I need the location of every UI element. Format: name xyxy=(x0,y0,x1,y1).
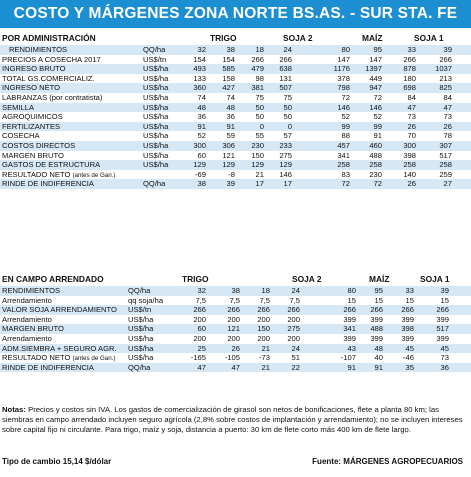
row-label: PRECIOS A COSECHA 2017 xyxy=(2,54,101,64)
table-cell: 638 xyxy=(279,64,292,74)
notes-label: Notas: xyxy=(2,405,26,414)
table-cell: 7,5 xyxy=(229,295,240,305)
row-unit: US$/ha xyxy=(143,160,169,170)
table-cell: 21 xyxy=(255,169,264,179)
table-cell: 449 xyxy=(369,73,382,83)
table-cell: 399 xyxy=(343,314,356,324)
table-cell: 133 xyxy=(193,73,206,83)
table-cell: 266 xyxy=(227,305,240,315)
table-cell: 129 xyxy=(279,160,292,170)
table-cell: 493 xyxy=(193,64,206,74)
row-label: SEMILLA xyxy=(2,102,35,112)
table-cell: -73 xyxy=(259,353,270,363)
table-row xyxy=(0,170,471,180)
table-cell: 129 xyxy=(193,160,206,170)
table-cell: 38 xyxy=(231,286,240,295)
table-cell: 341 xyxy=(343,324,356,334)
table-cell: 99 xyxy=(373,121,382,131)
administration-header xyxy=(0,32,471,45)
table-cell: 55 xyxy=(255,131,264,141)
table-cell: 517 xyxy=(436,324,449,334)
table-cell: 150 xyxy=(251,150,264,160)
table-cell: 43 xyxy=(347,343,356,353)
table-cell: 147 xyxy=(337,54,350,64)
table-cell: 48 xyxy=(226,102,235,112)
table-cell: 39 xyxy=(226,179,235,189)
table-cell: 233 xyxy=(279,140,292,150)
table-cell: 7,5 xyxy=(289,295,300,305)
table-cell: 26 xyxy=(407,179,416,189)
row-label: INGRESO BRUTO xyxy=(2,64,66,74)
table-cell: 26 xyxy=(443,121,452,131)
table-cell: 24 xyxy=(283,45,292,54)
table-cell: 266 xyxy=(279,54,292,64)
table-cell: 200 xyxy=(287,333,300,343)
row-label: RESULTADO NETO (antes de Gan.) xyxy=(2,353,116,363)
table-cell: 180 xyxy=(403,73,416,83)
table-cell: 83 xyxy=(341,169,350,179)
row-unit: QQ/ha xyxy=(143,179,166,189)
table-cell: 259 xyxy=(439,169,452,179)
crop-header-soja1: SOJA 1 xyxy=(420,274,450,284)
table-cell: 266 xyxy=(370,305,383,315)
table-cell: 22 xyxy=(291,362,300,372)
table-cell: 73 xyxy=(443,112,452,122)
table-cell: 266 xyxy=(257,305,270,315)
table-cell: 36 xyxy=(440,362,449,372)
table-cell: 35 xyxy=(405,362,414,372)
table-cell: 91 xyxy=(347,362,356,372)
row-unit: US$/ha xyxy=(143,131,169,141)
row-label: ADM.SIEMBRA + SEGURO AGR. xyxy=(2,343,117,353)
table-row xyxy=(0,344,471,354)
table-cell: 52 xyxy=(197,131,206,141)
table-row xyxy=(0,93,471,103)
table-row xyxy=(0,83,471,93)
table-cell: 60 xyxy=(197,150,206,160)
table-cell: 84 xyxy=(443,92,452,102)
table-row xyxy=(0,45,471,55)
row-unit: US$/ha xyxy=(143,64,169,74)
table-cell: 91 xyxy=(226,121,235,131)
table-cell: 47 xyxy=(197,362,206,372)
leased-field-table xyxy=(0,286,471,372)
table-row xyxy=(0,315,471,325)
table-cell: 95 xyxy=(373,45,382,54)
table-cell: 131 xyxy=(279,73,292,83)
row-label: AGROQUIMICOS xyxy=(2,112,63,122)
row-label: COSTOS DIRECTOS xyxy=(2,140,76,150)
table-cell: 266 xyxy=(287,305,300,315)
table-cell: 399 xyxy=(436,333,449,343)
table-cell: 258 xyxy=(403,160,416,170)
table-cell: 479 xyxy=(251,64,264,74)
table-cell: 1397 xyxy=(365,64,382,74)
table-cell: 17 xyxy=(255,179,264,189)
leased-field-header xyxy=(0,273,471,286)
table-cell: 15 xyxy=(347,295,356,305)
table-cell: 52 xyxy=(373,112,382,122)
table-cell: 57 xyxy=(283,131,292,141)
row-label: TOTAL GS.COMERCIALIZ. xyxy=(2,73,95,83)
row-label: RINDE DE INDIFERENCIA xyxy=(2,362,94,372)
table-cell: 91 xyxy=(373,131,382,141)
crop-header-soja2: SOJA 2 xyxy=(283,33,313,43)
table-cell: 146 xyxy=(369,102,382,112)
crop-header-maiz: MAÍZ xyxy=(369,274,390,284)
row-label: Arrendamiento xyxy=(2,333,52,343)
table-cell: 50 xyxy=(255,112,264,122)
table-cell: 73 xyxy=(440,353,449,363)
table-cell: 381 xyxy=(251,83,264,93)
table-cell: 74 xyxy=(197,92,206,102)
table-cell: 399 xyxy=(370,333,383,343)
table-cell: 73 xyxy=(407,112,416,122)
table-cell: 32 xyxy=(197,286,206,295)
row-label: COSECHA xyxy=(2,131,40,141)
table-cell: 15 xyxy=(374,295,383,305)
table-row xyxy=(0,122,471,132)
table-cell: 200 xyxy=(193,333,206,343)
table-row xyxy=(0,296,471,306)
table-cell: 230 xyxy=(251,140,264,150)
table-cell: 266 xyxy=(343,305,356,315)
table-cell: 99 xyxy=(341,121,350,131)
crop-header-soja2: SOJA 2 xyxy=(292,274,322,284)
table-cell: 47 xyxy=(231,362,240,372)
table-cell: 146 xyxy=(337,102,350,112)
table-cell: 15 xyxy=(405,295,414,305)
table-cell: 33 xyxy=(405,286,414,295)
table-cell: 50 xyxy=(255,102,264,112)
notes-text: Precios y costos sin IVA. Los gastos de comercialización de girasol son netos de bonificaciones, flete a planta 80 km; las siembras en campo arrendado incluyen seguro agrícola (2,8% sobre costos de implantación y arrendamiento); no se incluyen intereses sobre capital fijo ni circulante. Para trigo, maíz y soja, distancia a puerto: 30 km de flete corto más 400 km de flete largo. xyxy=(2,405,463,434)
table-cell: 121 xyxy=(222,150,235,160)
table-cell: 378 xyxy=(337,73,350,83)
table-cell: 78 xyxy=(443,131,452,141)
table-row xyxy=(0,305,471,315)
row-unit: US$/ha xyxy=(143,112,169,122)
table-cell: 698 xyxy=(403,83,416,93)
table-cell: 399 xyxy=(370,314,383,324)
table-cell: 307 xyxy=(439,140,452,150)
table-cell: 398 xyxy=(403,150,416,160)
table-cell: 154 xyxy=(222,54,235,64)
row-unit: US$/ha xyxy=(128,314,154,324)
table-cell: 50 xyxy=(283,102,292,112)
table-cell: 27 xyxy=(443,179,452,189)
table-cell: 25 xyxy=(197,343,206,353)
exchange-rate: Tipo de cambio 15,14 $/dólar xyxy=(2,457,112,466)
row-unit: US$/tn xyxy=(128,305,152,315)
table-cell: 200 xyxy=(257,333,270,343)
table-cell: 36 xyxy=(226,112,235,122)
table-row xyxy=(0,151,471,161)
row-label: RENDIMIENTOS xyxy=(9,45,68,54)
table-cell: 213 xyxy=(439,73,452,83)
table-cell: 95 xyxy=(374,286,383,295)
table-cell: 427 xyxy=(222,83,235,93)
table-cell: 266 xyxy=(436,305,449,315)
table-cell: 47 xyxy=(407,102,416,112)
table-cell: 18 xyxy=(261,286,270,295)
table-cell: 72 xyxy=(341,179,350,189)
table-cell: 75 xyxy=(255,92,264,102)
table-cell: 798 xyxy=(337,83,350,93)
table-row xyxy=(0,353,471,363)
table-cell: 26 xyxy=(231,343,240,353)
row-unit: US$/tn xyxy=(143,54,167,64)
table-cell: 7,5 xyxy=(259,295,270,305)
table-cell: 266 xyxy=(439,54,452,64)
table-cell: 158 xyxy=(222,73,235,83)
row-label: GASTOS DE ESTRUCTURA xyxy=(2,160,101,170)
table-cell: -107 xyxy=(340,353,356,363)
table-cell: 585 xyxy=(222,64,235,74)
table-cell: 947 xyxy=(369,83,382,93)
table-cell: 266 xyxy=(193,305,206,315)
table-cell: 258 xyxy=(369,160,382,170)
table-cell: 360 xyxy=(193,83,206,93)
row-unit: QQ/ha xyxy=(143,45,166,54)
crop-header-trigo: TRIGO xyxy=(182,274,209,284)
row-unit: QQ/ha xyxy=(128,286,151,295)
row-label: FERTILIZANTES xyxy=(2,121,61,131)
row-label: RINDE DE INDIFERENCIA xyxy=(2,179,94,189)
table-cell: 457 xyxy=(337,140,350,150)
row-label: VALOR SOJA ARRENDAMIENTO xyxy=(2,305,117,315)
row-unit: US$/ha xyxy=(128,353,154,363)
table-cell: 300 xyxy=(193,140,206,150)
table-row xyxy=(0,141,471,151)
table-cell: -165 xyxy=(190,353,206,363)
table-row xyxy=(0,103,471,113)
table-cell: 0 xyxy=(287,121,292,131)
row-label: Arrendamiento xyxy=(2,314,52,324)
table-row xyxy=(0,334,471,344)
table-cell: 38 xyxy=(197,179,206,189)
table-cell: 18 xyxy=(255,45,264,54)
section-heading: POR ADMINISTRACIÓN xyxy=(2,33,96,43)
row-unit: US$/ha xyxy=(143,83,169,93)
table-cell: 52 xyxy=(341,112,350,122)
table-cell: 306 xyxy=(222,140,235,150)
section-heading: EN CAMPO ARRENDADO xyxy=(2,274,104,284)
table-cell: 91 xyxy=(374,362,383,372)
table-cell: 517 xyxy=(439,150,452,160)
row-unit: US$/ha xyxy=(143,140,169,150)
table-cell: 84 xyxy=(407,92,416,102)
table-cell: 399 xyxy=(401,314,414,324)
row-label: INGRESO NETO xyxy=(2,83,61,93)
table-cell: 399 xyxy=(436,314,449,324)
table-cell: 32 xyxy=(197,45,206,54)
table-cell: 75 xyxy=(283,92,292,102)
leased-field-section xyxy=(0,273,471,372)
table-cell: 98 xyxy=(255,73,264,83)
table-cell: -8 xyxy=(228,169,235,179)
table-cell: 72 xyxy=(373,92,382,102)
table-cell: 399 xyxy=(343,333,356,343)
table-row xyxy=(0,324,471,334)
table-cell: 45 xyxy=(405,343,414,353)
row-unit: US$/ha xyxy=(143,150,169,160)
table-cell: 266 xyxy=(251,54,264,64)
footer xyxy=(2,457,469,469)
row-unit: US$/ha xyxy=(128,343,154,353)
table-cell: 48 xyxy=(197,102,206,112)
table-cell: 1176 xyxy=(333,64,350,74)
source: Fuente: MÁRGENES AGROPECUARIOS xyxy=(312,457,463,466)
table-row xyxy=(0,74,471,84)
table-cell: 38 xyxy=(226,45,235,54)
row-label: MARGEN BRUTO xyxy=(2,324,64,334)
table-row xyxy=(0,64,471,74)
table-cell: 507 xyxy=(279,83,292,93)
table-cell: 7,5 xyxy=(195,295,206,305)
table-cell: 17 xyxy=(283,179,292,189)
table-cell: 91 xyxy=(197,121,206,131)
table-cell: 39 xyxy=(443,45,452,54)
notes xyxy=(2,405,469,435)
table-row xyxy=(0,179,471,189)
table-cell: 150 xyxy=(257,324,270,334)
table-cell: 1037 xyxy=(435,64,452,74)
row-label: LABRANZAS (por contratista) xyxy=(2,92,103,102)
table-cell: 72 xyxy=(373,179,382,189)
row-label: RESULTADO NETO (antes de Gan.) xyxy=(2,169,116,179)
table-cell: -105 xyxy=(224,353,240,363)
table-cell: 230 xyxy=(369,169,382,179)
table-cell: 460 xyxy=(369,140,382,150)
table-cell: 15 xyxy=(440,295,449,305)
table-cell: 275 xyxy=(279,150,292,160)
table-cell: 200 xyxy=(193,314,206,324)
table-cell: 129 xyxy=(222,160,235,170)
table-cell: 121 xyxy=(227,324,240,334)
table-cell: 45 xyxy=(440,343,449,353)
table-cell: 266 xyxy=(403,54,416,64)
table-cell: 154 xyxy=(193,54,206,64)
table-cell: 24 xyxy=(291,286,300,295)
table-cell: 51 xyxy=(291,353,300,363)
table-row xyxy=(0,55,471,65)
table-cell: 275 xyxy=(287,324,300,334)
table-cell: 399 xyxy=(401,333,414,343)
table-cell: 140 xyxy=(403,169,416,179)
administration-section xyxy=(0,32,471,189)
row-label: RENDIMIENTOS xyxy=(2,286,61,295)
table-cell: -46 xyxy=(403,353,414,363)
crop-header-maiz: MAÍZ xyxy=(362,33,383,43)
row-unit: US$/ha xyxy=(143,73,169,83)
crop-header-soja1: SOJA 1 xyxy=(414,33,444,43)
table-cell: 300 xyxy=(403,140,416,150)
table-cell: 258 xyxy=(337,160,350,170)
table-cell: 50 xyxy=(283,112,292,122)
row-unit: QQ/ha xyxy=(128,362,151,372)
table-row xyxy=(0,112,471,122)
row-unit: US$/ha xyxy=(143,92,169,102)
table-cell: 24 xyxy=(291,343,300,353)
table-row xyxy=(0,363,471,373)
table-cell: 21 xyxy=(261,343,270,353)
table-cell: 398 xyxy=(401,324,414,334)
crop-header-trigo: TRIGO xyxy=(210,33,237,43)
table-cell: 47 xyxy=(443,102,452,112)
table-cell: 80 xyxy=(347,286,356,295)
table-cell: 488 xyxy=(369,150,382,160)
page-title: COSTO Y MÁRGENES ZONA NORTE BS.AS. - SUR STA. FE xyxy=(0,0,471,28)
table-cell: 74 xyxy=(226,92,235,102)
row-unit: US$/ha xyxy=(128,324,154,334)
table-cell: 200 xyxy=(227,333,240,343)
row-unit: qq soja/ha xyxy=(128,295,164,305)
table-cell: 0 xyxy=(259,121,264,131)
table-cell: 341 xyxy=(337,150,350,160)
table-cell: 48 xyxy=(374,343,383,353)
table-cell: 70 xyxy=(407,131,416,141)
table-cell: 200 xyxy=(227,314,240,324)
table-cell: 200 xyxy=(257,314,270,324)
table-row xyxy=(0,131,471,141)
table-cell: 72 xyxy=(341,92,350,102)
row-label: MARGEN BRUTO xyxy=(2,150,64,160)
table-cell: 80 xyxy=(341,45,350,54)
table-cell: 146 xyxy=(279,169,292,179)
table-row xyxy=(0,160,471,170)
table-cell: 39 xyxy=(440,286,449,295)
table-cell: 88 xyxy=(341,131,350,141)
row-unit: US$/ha xyxy=(143,121,169,131)
row-unit: US$/ha xyxy=(143,102,169,112)
table-row xyxy=(0,286,471,296)
table-cell: 147 xyxy=(369,54,382,64)
table-cell: 200 xyxy=(287,314,300,324)
table-cell: 59 xyxy=(226,131,235,141)
table-cell: 36 xyxy=(197,112,206,122)
table-cell: 33 xyxy=(407,45,416,54)
table-cell: 266 xyxy=(401,305,414,315)
table-cell: 258 xyxy=(439,160,452,170)
table-cell: 488 xyxy=(370,324,383,334)
table-cell: -69 xyxy=(195,169,206,179)
table-cell: 26 xyxy=(407,121,416,131)
row-label: Arrendamiento xyxy=(2,295,52,305)
table-cell: 878 xyxy=(403,64,416,74)
table-cell: 129 xyxy=(251,160,264,170)
table-cell: 21 xyxy=(261,362,270,372)
row-unit: US$/ha xyxy=(128,333,154,343)
administration-table xyxy=(0,45,471,189)
table-cell: 40 xyxy=(374,353,383,363)
table-cell: 60 xyxy=(197,324,206,334)
table-cell: 825 xyxy=(439,83,452,93)
